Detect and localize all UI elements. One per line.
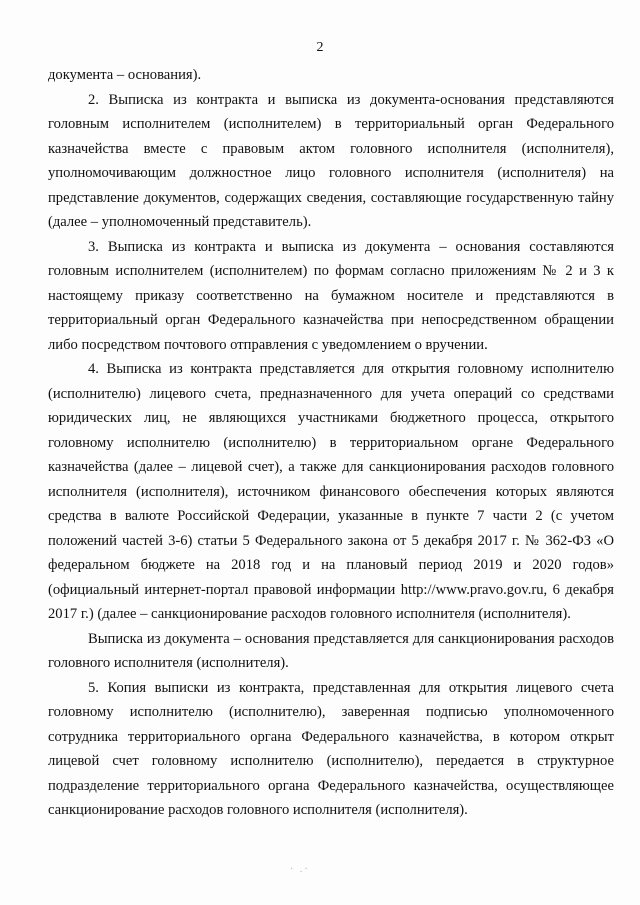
scan-specks: · .· bbox=[290, 864, 310, 875]
page-number: 2 bbox=[316, 40, 324, 55]
paragraph-continuation: документа – основания). bbox=[48, 67, 202, 83]
paragraph-item-3: 3. Выписка из контракта и выписка из документа – основания составляются головным исполнителем (исполнителем) по формам согласно приложениям № 2 и 3 к настоящему приказу соответственно на бумажном носителе и представляются в территориальный орган Федерального казначейства при непосредственном обращении либо посредством почтового отправления с уведомлением о вручении. bbox=[48, 238, 614, 353]
document-body bbox=[48, 63, 614, 823]
paragraph-item-2: 2. Выписка из контракта и выписка из документа-основания представляются головным исполнителем (исполнителем) в территориальный орган Федерального казначейства вместе с правовым актом головного исполнителя (исполнителя), уполномочивающим должностное лицо головного исполнителя (исполнителя) на представление документов, содержащих сведения, составляющие государственную тайну (далее – уполномоченный представитель). bbox=[48, 91, 614, 230]
paragraph-item-4: 4. Выписка из контракта представляется для открытия головному исполнителю (исполнителю) лицевого счета, предназначенного для учета операций со средствами юридических лиц, не являющихся участниками бюджетного процесса, открытого головному исполнителю (исполнителю) в территориальном органе Федерального казначейства (далее – лицевой счет), а также для санкционирования расходов головного исполнителя (исполнителя), источником финансового обеспечения которых являются средства в валюте Российской Федерации, указанные в пункте 7 части 2 (с учетом положений частей 3-6) статьи 5 Федерального закона от 5 декабря 2017 г. № 362-ФЗ «О федеральном бюджете на 2018 год и на плановый период 2019 и 2020 годов» (официальный интернет-портал правовой информации http://www.pravo.gov.ru, 6 декабря 2017 г.) (далее – санкционирование расходов головного исполнителя (исполнителя). bbox=[48, 361, 614, 622]
paragraph-item-5: 5. Копия выписки из контракта, представленная для открытия лицевого счета головному исполнителю (исполнителю), заверенная подписью уполномоченного сотрудника территориального органа Федерального казначейства, в котором открыт лицевой счет головному исполнителю (исполнителю), передается в структурное подразделение территориального органа Федерального казначейства, осуществляющее санкционирование расходов головного исполнителя (исполнителя). bbox=[48, 679, 614, 818]
paragraph-item-4-addendum: Выписка из документа – основания представляется для санкционирования расходов головного исполнителя (исполнителя). bbox=[48, 630, 614, 671]
